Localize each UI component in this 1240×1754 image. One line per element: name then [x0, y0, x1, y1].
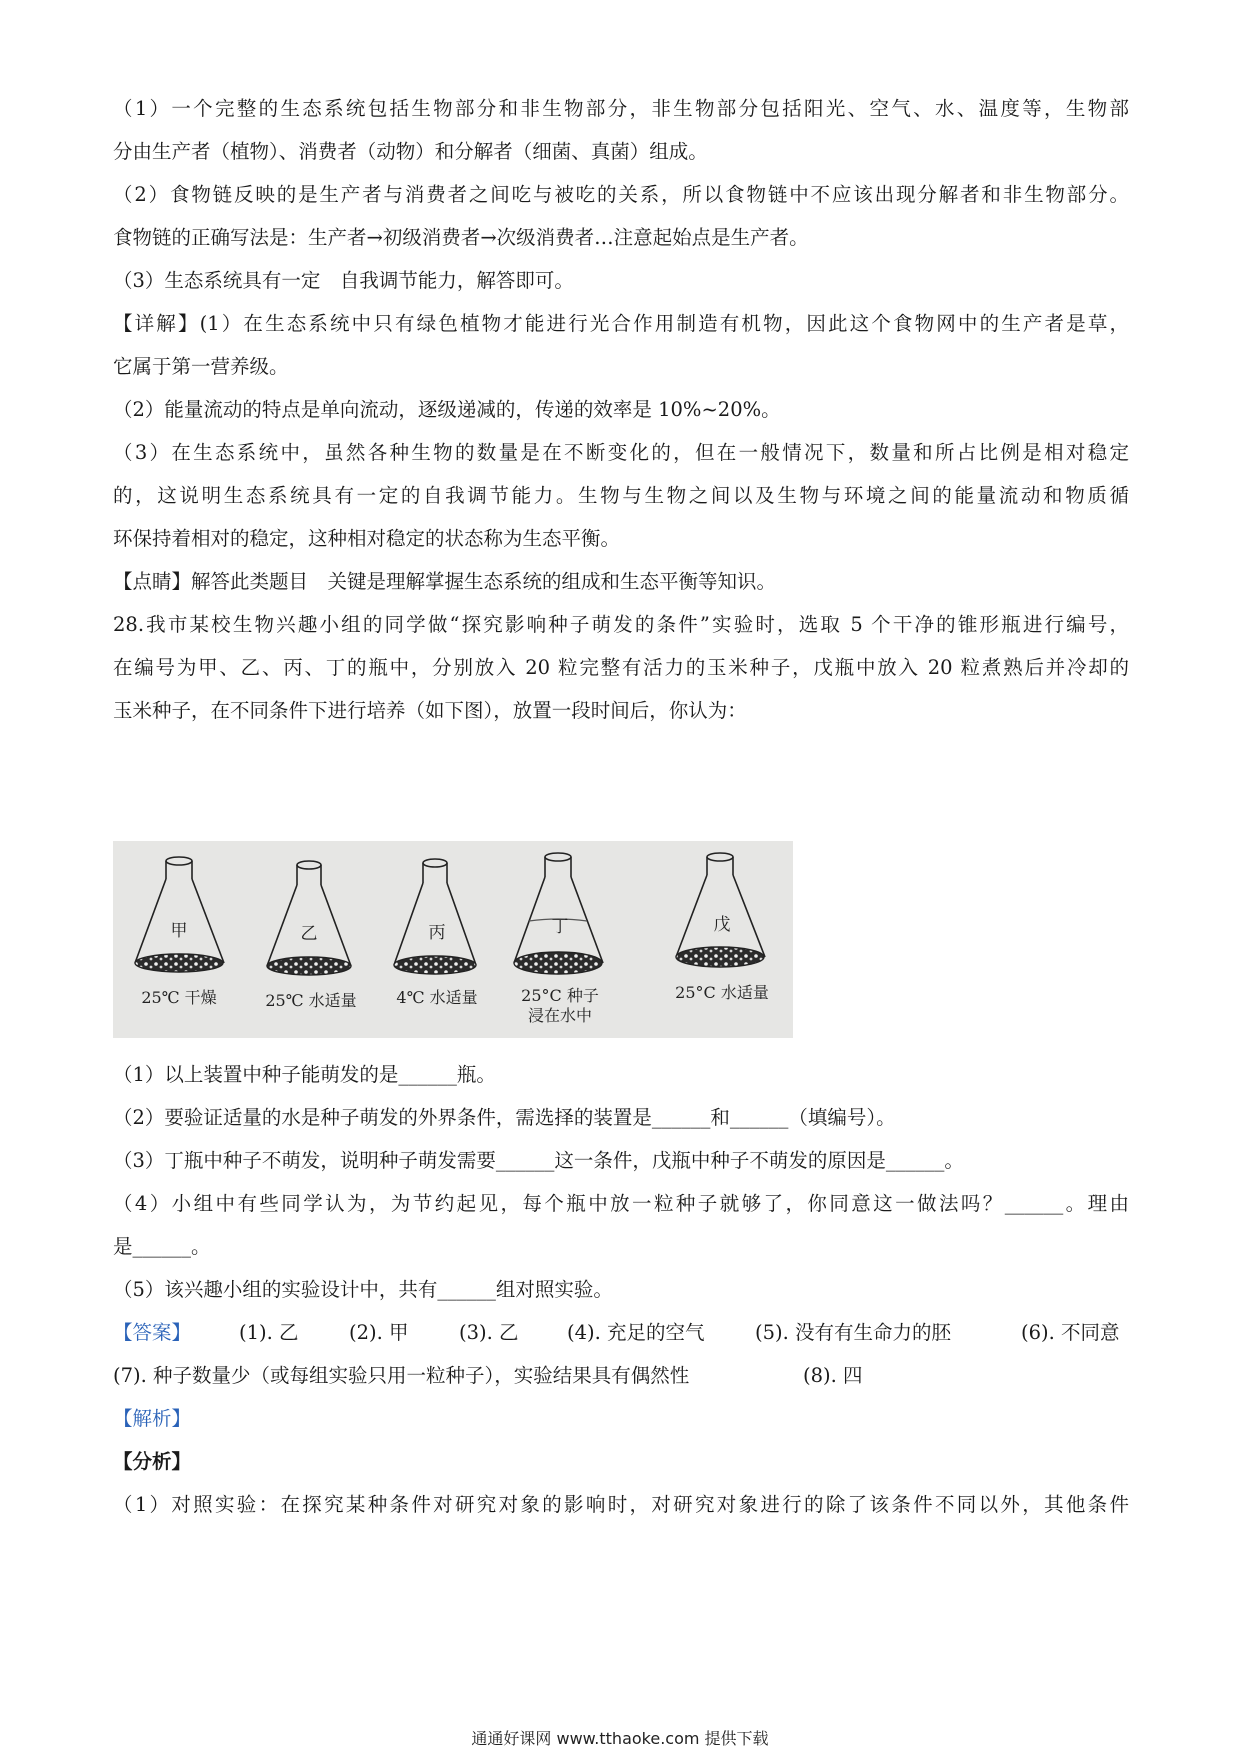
paragraph-line: 食物链的正确写法是：生产者→初级消费者→次级消费者…注意起始点是生产者。 — [113, 226, 809, 249]
flask-caption: 4℃ 水适量 — [396, 988, 478, 1007]
question-stem-line: 28.我市某校生物兴趣小组的同学做“探究影响种子萌发的条件”实验时，选取 5 个干净的锥形瓶进行编号， — [113, 613, 1129, 636]
sub-question: （3）丁瓶中种子不萌发，说明种子萌发需要______这一条件，戊瓶中种子不萌发的原因是______。 — [113, 1149, 964, 1172]
paragraph-line: 环保持着相对的稳定，这种相对稳定的状态称为生态平衡。 — [113, 527, 621, 550]
answer-item: (5). 没有有生命力的胚 — [755, 1321, 952, 1344]
flask-label: 戊 — [713, 915, 731, 935]
question-stem-line: 在编号为甲、乙、丙、丁的瓶中，分别放入 20 粒完整有活力的玉米种子，戊瓶中放入 20 粒煮熟后并冷却的 — [113, 656, 1129, 679]
answer-item: (1). 乙 — [239, 1321, 299, 1344]
sub-question: （4）小组中有些同学认为，为节约起见，每个瓶中放一粒种子就够了，你同意这一做法吗？______。理由 — [113, 1192, 1129, 1215]
sub-question: （2）要验证适量的水是种子萌发的外界条件，需选择的装置是______和______（填编号）。 — [113, 1106, 896, 1129]
paragraph-line: 分由生产者（植物）、消费者（动物）和分解者（细菌、真菌）组成。 — [113, 140, 708, 163]
answer-item: (3). 乙 — [459, 1321, 519, 1344]
flask-label: 丁 — [551, 917, 569, 937]
flask-label: 乙 — [300, 924, 318, 944]
flask-caption: 25°C 水适量 — [675, 983, 769, 1002]
sub-question: 是______。 — [113, 1235, 211, 1258]
analysis-heading: 【解析】 — [113, 1407, 192, 1430]
answer-item: (8). 四 — [803, 1364, 863, 1387]
paragraph-line: （1）对照实验：在探究某种条件对研究对象的影响时，对研究对象进行的除了该条件不同以外，其他条件 — [113, 1493, 1129, 1516]
paragraph-line: （3）在生态系统中，虽然各种生物的数量是在不断变化的，但在一般情况下，数量和所占比例是相对稳定 — [113, 441, 1129, 464]
flask-illustration — [113, 841, 793, 1038]
flask-caption: 25℃ 水适量 — [265, 991, 357, 1010]
paragraph-line: （2）能量流动的特点是单向流动，逐级递减的，传递的效率是 10%~20%。 — [113, 398, 781, 421]
flask-label: 丙 — [428, 923, 446, 943]
paragraph-line: 的，这说明生态系统具有一定的自我调节能力。生物与生物之间以及生物与环境之间的能量流动和物质循 — [113, 484, 1129, 507]
analysis-subheading: 【分析】 — [113, 1450, 192, 1473]
paragraph-line: （1）一个完整的生态系统包括生物部分和非生物部分，非生物部分包括阳光、空气、水、温度等，生物部 — [113, 97, 1129, 120]
sub-question: （1）以上装置中种子能萌发的是______瓶。 — [113, 1063, 496, 1086]
key-point-line: 【点睛】解答此类题目 关键是理解掌握生态系统的组成和生态平衡等知识。 — [113, 570, 777, 593]
paragraph-line: 它属于第一营养级。 — [113, 355, 289, 378]
flask-experiment-figure — [113, 841, 793, 1038]
paragraph-line: （3）生态系统具有一定 自我调节能力，解答即可。 — [113, 269, 574, 292]
flask-caption-second-line: 浸在水中 — [527, 1006, 593, 1025]
sub-question: （5）该兴趣小组的实验设计中，共有______组对照实验。 — [113, 1278, 613, 1301]
page-footer: 通通好课网 www.tthaoke.com 提供下载 — [471, 1729, 769, 1748]
answer-item: (7). 种子数量少（或每组实验只用一粒种子），实验结果具有偶然性 — [113, 1364, 690, 1387]
answer-row — [113, 1363, 1129, 1391]
answer-item: (4). 充足的空气 — [567, 1321, 705, 1344]
flask-caption: 25°C 种子 — [521, 986, 599, 1005]
question-stem-line: 玉米种子，在不同条件下进行培养（如下图），放置一段时间后，你认为： — [113, 699, 747, 722]
answer-item: (6). 不同意 — [1021, 1321, 1120, 1344]
answer-row — [113, 1320, 1129, 1348]
flask-label: 甲 — [170, 921, 188, 941]
paragraph-line: （2）食物链反映的是生产者与消费者之间吃与被吃的关系，所以食物链中不应该出现分解者和非生物部分。 — [113, 183, 1129, 206]
answer-item: (2). 甲 — [349, 1321, 409, 1344]
detail-heading-line: 【详解】(1）在生态系统中只有绿色植物才能进行光合作用制造有机物，因此这个食物网中的生产者是草， — [113, 312, 1129, 335]
flask-caption: 25℃ 干燥 — [141, 988, 217, 1007]
answer-label: 【答案】 — [113, 1321, 192, 1344]
